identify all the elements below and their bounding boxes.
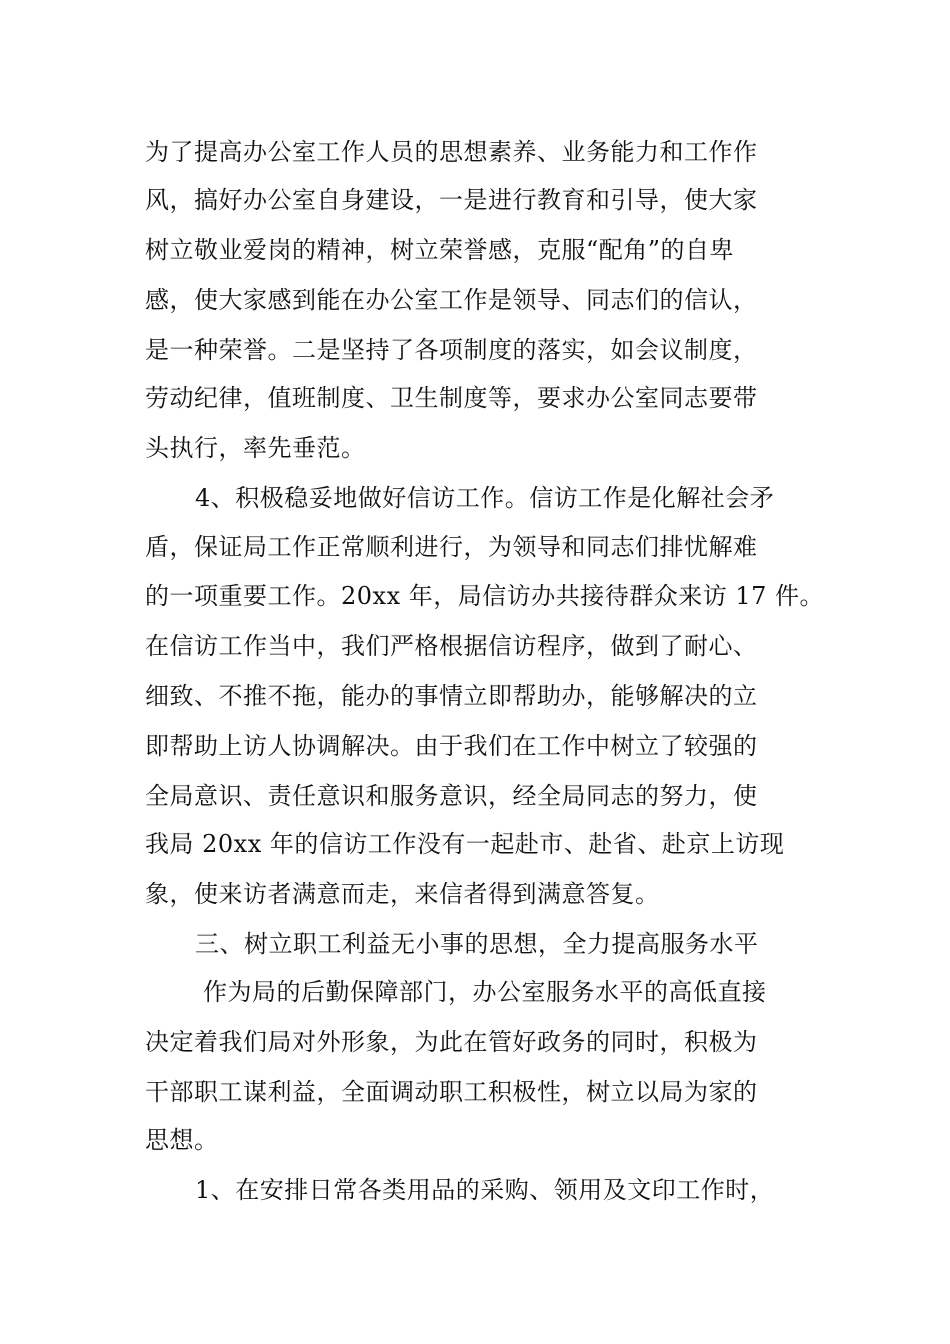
text-line: 即帮助上访人协调解决。由于我们在工作中树立了较强的 [145, 732, 758, 760]
text-line: 决定着我们局对外形象，为此在管好政务的同时，积极为 [145, 1028, 758, 1056]
section-heading: 三、树立职工利益无小事的思想，全力提高服务水平 [195, 930, 759, 958]
text-line: 感，使大家感到能在办公室工作是领导、同志们的信认， [145, 286, 758, 314]
text-line: 作为局的后勤保障部门，办公室服务水平的高低直接 [203, 978, 767, 1006]
text-line: 的一项重要工作。20xx 年，局信访办共接待群众来访 17 件。 [145, 582, 825, 610]
text-line: 为了提高办公室工作人员的思想素养、业务能力和工作作 [145, 138, 758, 166]
text-line: 劳动纪律，值班制度、卫生制度等，要求办公室同志要带 [145, 384, 758, 412]
text-line: 在信访工作当中，我们严格根据信访程序，做到了耐心、 [145, 632, 758, 660]
text-line: 象，使来访者满意而走，来信者得到满意答复。 [145, 880, 660, 908]
text-line: 思想。 [145, 1126, 219, 1154]
text-line: 盾，保证局工作正常顺利进行，为领导和同志们排忧解难 [145, 533, 758, 561]
text-line: 1、在安排日常各类用品的采购、领用及文印工作时， [195, 1176, 775, 1204]
text-line: 是一种荣誉。二是坚持了各项制度的落实，如会议制度， [145, 336, 758, 364]
text-line: 头执行，率先垂范。 [145, 434, 366, 462]
text-line: 干部职工谋利益，全面调动职工积极性，树立以局为家的 [145, 1078, 758, 1106]
text-line: 细致、不推不拖，能办的事情立即帮助办，能够解决的立 [145, 682, 758, 710]
text-line: 风，搞好办公室自身建设，一是进行教育和引导，使大家 [145, 186, 758, 214]
text-line: 4、积极稳妥地做好信访工作。信访工作是化解社会矛 [195, 484, 775, 512]
text-line: 我局 20xx 年的信访工作没有一起赴市、赴省、赴京上访现 [145, 830, 785, 858]
text-line: 全局意识、责任意识和服务意识，经全局同志的努力，使 [145, 782, 758, 810]
text-line: 树立敬业爱岗的精神，树立荣誉感，克服“配角”的自卑 [145, 236, 735, 264]
